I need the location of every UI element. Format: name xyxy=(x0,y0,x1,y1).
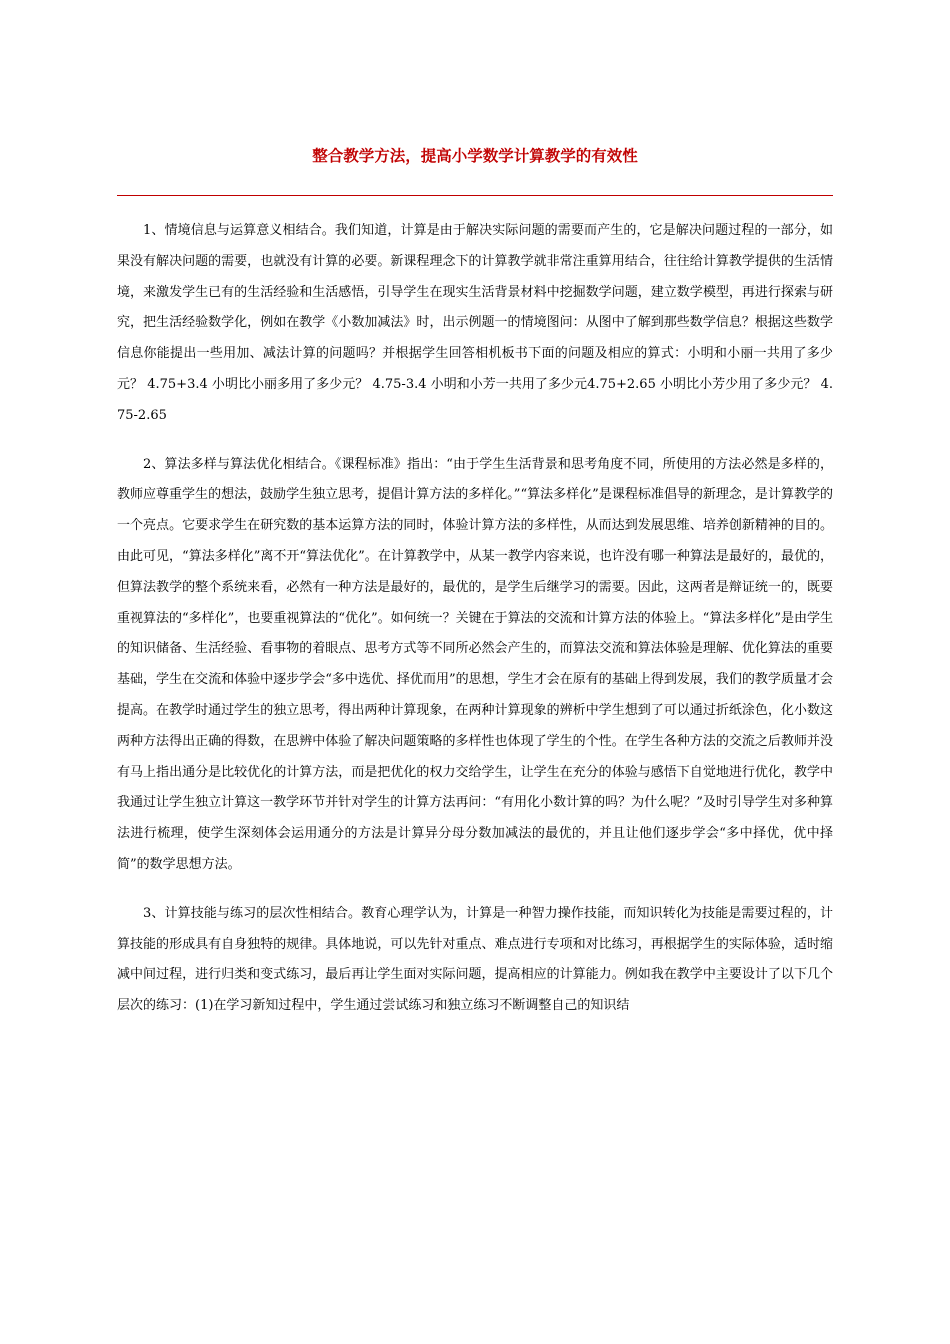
document-title: 整合教学方法，提高小学数学计算教学的有效性 xyxy=(312,147,638,165)
title-divider xyxy=(117,195,833,196)
paragraph-3: 3、计算技能与练习的层次性相结合。教育心理学认为，计算是一种智力操作技能，而知识转化为技能是需要过程的，计算技能的形成具有自身独特的规律。具体地说，可以先针对重点、难点进行专项和对比练习，再根据学生的实际体验，适时缩减中间过程，进行归类和变式练习，最后再让学生面对实际问题，提高相应的计算能力。例如我在教学中主要设计了以下几个层次的练习：(1)在学习新知过程中，学生通过尝试练习和独立练习不断调整自己的知识结 xyxy=(117,905,833,1014)
paragraph-1: 1、情境信息与运算意义相结合。我们知道，计算是由于解决实际问题的需要而产生的，它是解决问题过程的一部分，如果没有解决问题的需要，也就没有计算的必要。新课程理念下的计算教学就非常注重算用结合，往往给计算教学提供的生活情境，来激发学生已有的生活经验和生活感悟，引导学生在现实生活背景材料中挖掘数学问题，建立数学模型，再进行探索与研究，把生活经验数学化，例如在教学《小数加减法》时，出示例题一的情境图问：从图中了解到那些数学信息？根据这些数学信息你能提出一些用加、减法计算的问题吗？并根据学生回答相机板书下面的问题及相应的算式：小明和小丽一共用了多少元？ 4.75+3.4 小明比小丽多用了多少元？ 4.75-3.4 小明和小芳一共用了多少元4.75+2.65 小明比小芳少用了多少元？ 4.75-2.65 xyxy=(117,223,833,423)
document-body xyxy=(117,216,833,1040)
paragraph-2: 2、算法多样与算法优化相结合。《课程标准》指出：“由于学生生活背景和思考角度不同，所使用的方法必然是多样的，教师应尊重学生的想法，鼓励学生独立思考，提倡计算方法的多样化。”“算法多样化”是课程标准倡导的新理念，是计算教学的一个亮点。它要求学生在研究数的基本运算方法的同时，体验计算方法的多样性，从而达到发展思维、培养创新精神的目的。由此可见，“算法多样化”离不开“算法优化”。在计算教学中，从某一教学内容来说，也许没有哪一种算法是最好的，最优的，但算法教学的整个系统来看，必然有一种方法是最好的，最优的，是学生后继学习的需要。因此，这两者是辩证统一的，既要重视算法的“多样化”，也要重视算法的“优化”。如何统一？关键在于算法的交流和计算方法的体验上。“算法多样化”是由学生的知识储备、生活经验、看事物的着眼点、思考方式等不同所必然会产生的，而算法交流和算法体验是理解、优化算法的重要基础，学生在交流和体验中逐步学会“多中选优、择优而用”的思想，学生才会在原有的基础上得到发展，我们的教学质量才会提高。在教学时通过学生的独立思考，得出两种计算现象，在两种计算现象的辨析中学生想到了可以通过折纸涂色，化小数这两种方法得出正确的得数，在思辨中体验了解决问题策略的多样性也体现了学生的个性。在学生各种方法的交流之后教师并没有马上指出通分是比较优化的计算方法，而是把优化的权力交给学生，让学生在充分的体验与感悟下自觉地进行优化，教学中我通过让学生独立计算这一教学环节并针对学生的计算方法再问：“有用化小数计算的吗？为什么呢？”及时引导学生对多种算法进行梳理，使学生深刻体会运用通分的方法是计算异分母分数加减法的最优的，并且让他们逐步学会“多中择优，优中择简”的数学思想方法。 xyxy=(117,456,833,872)
